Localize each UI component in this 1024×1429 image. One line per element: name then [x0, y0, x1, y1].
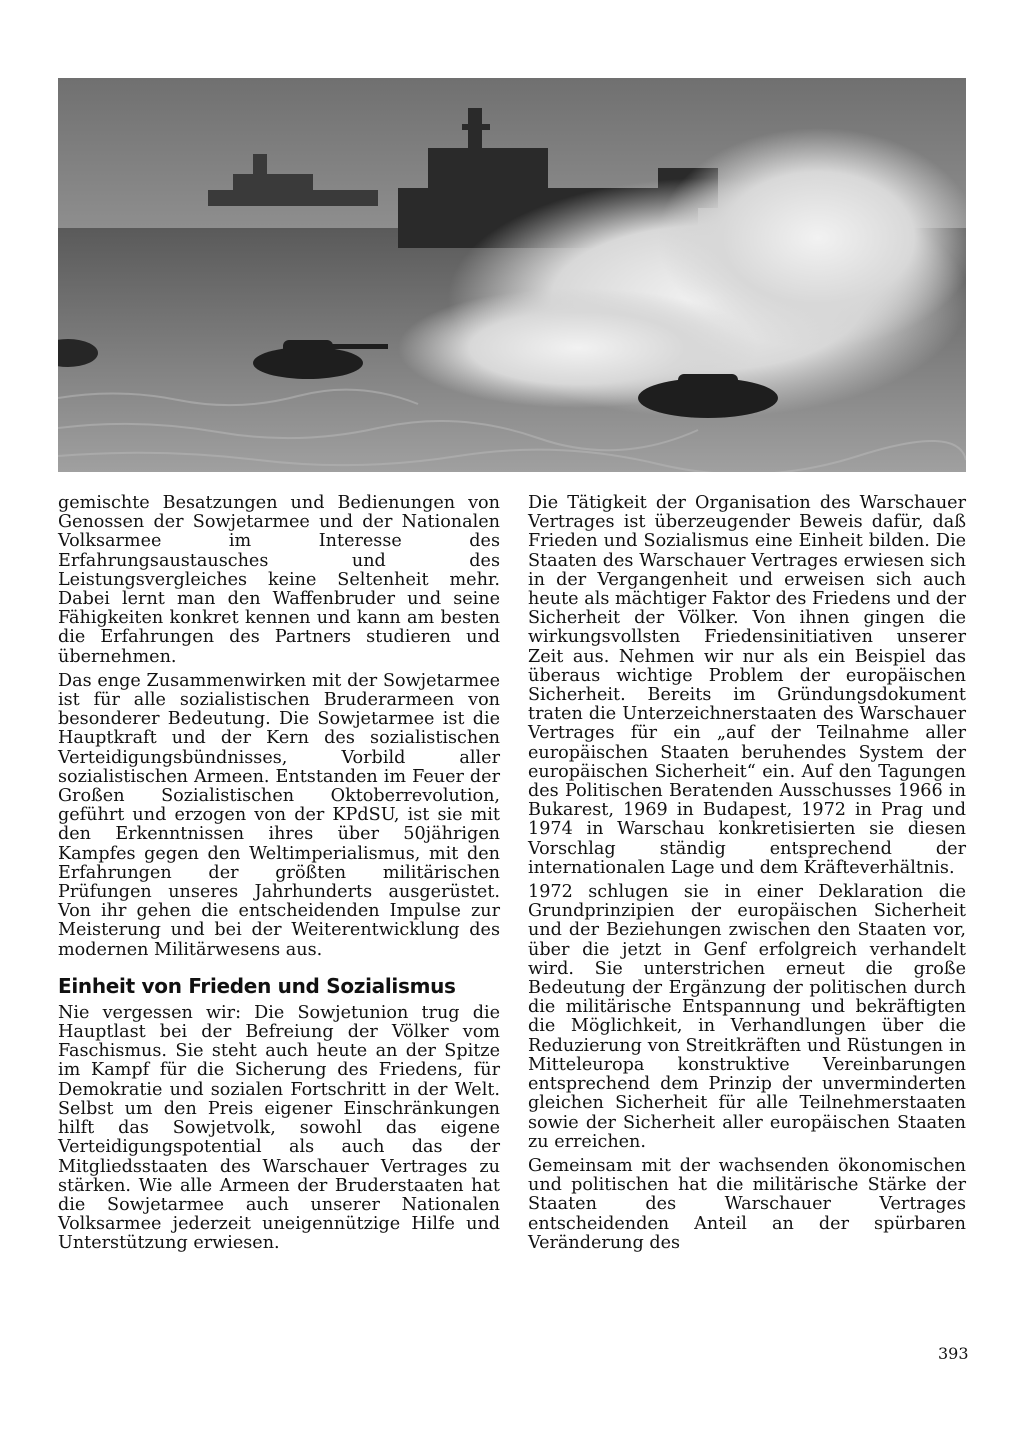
left-paragraph-2: Das enge Zusammenwirken mit der Sowjetarmee ist für alle sozialistischen Bruderarmeen von besonderer Bedeutung. Die Sowjetarmee ist die Hauptkraft und der Kern des sozialistischen Verteidigungsbündnisses, Vorbild aller sozialistischen Armeen. Entstanden im Feuer der Großen Sozialistischen Oktoberrevolution, geführt und erzogen von der KPdSU, ist sie mit den Erkenntnissen ihres über 50jährigen Kampfes gegen den Weltimperialismus, mit den Erfahrungen der größten militärischen Prüfungen unseres Jahrhunderts ausgerüstet. Von ihr gehen die entscheidenden Impulse zur Meisterung und bei der Weiterentwicklung des modernen Militärwesens aus.	[58, 670, 500, 960]
left-paragraph-3: Nie vergessen wir: Die Sowjetunion trug die Hauptlast bei der Befreiung der Völker vom Faschismus. Sie steht auch heute an der Spitze im Kampf für die Sicherung des Friedens, für Demokratie und sozialen Fortschritt in der Welt. Selbst um den Preis eigener Einschränkungen hilft das Sowjetvolk, sowohl das eigene Verteidigungspotential als auch das der Mitgliedsstaaten des Warschauer Vertrages zu stärken. Wie alle Armeen der Bruderstaaten hat die Sowjetarmee auch unserer Nationalen Volksarmee jederzeit uneigennützige Hilfe und Unterstützung erwiesen.	[58, 1002, 500, 1254]
right-paragraph-1: Die Tätigkeit der Organisation des Warschauer Vertrages ist überzeugender Beweis dafür, daß Frieden und Sozialismus eine Einheit bilden. Die Staaten des Warschauer Vertrages erwiesen sich in der Vergangenheit und erweisen sich auch heute als mächtiger Faktor des Friedens und der Sicherheit der Völker. Von ihnen gingen die wirkungsvollsten Friedensinitiativen unserer Zeit aus. Nehmen wir nur als ein Beispiel das überaus wichtige Problem der europäischen Sicherheit. Bereits im Gründungsdokument traten die Unterzeichnerstaaten des Warschauer Vertrages für ein „auf der Teilnahme aller europäischen Staaten beruhendes System der europäischen Sicherheit“ ein. Auf den Tagungen des Politischen Beratenden Ausschusses 1966 in Bukarest, 1969 in Budapest, 1972 in Prag und 1974 in Warschau konkretisierten sie diesen Vorschlag ständig entsprechend der internationalen Lage und dem Kräfteverhältnis.	[528, 493, 966, 878]
photo-ships-and-tanks	[58, 78, 966, 472]
right-paragraph-2: 1972 schlugen sie in einer Deklaration die Grundprinzipien der europäischen Sicherheit und der Beziehungen zwischen den Staaten vor, über die jetzt in Genf erfolgreich verhandelt wird. Sie unterstrichen erneut die große Bedeutung der Ergänzung der politischen durch die militärische Entspannung und bekräftigten die Möglichkeit, in Verhandlungen über die Reduzierung von Streitkräften und Rüstungen in Mitteleuropa konstruktive Vereinbarungen entsprechend dem Prinzip der unverminderten gleichen Sicherheit für alle Teilnehmerstaaten sowie der Sicherheit aller europäischen Staaten zu erreichen.	[528, 882, 966, 1152]
left-column	[58, 494, 500, 1259]
photo-illustration	[58, 78, 966, 472]
right-paragraph-3: Gemeinsam mit der wachsenden ökonomischen und politischen hat die militärische Stärke der Staaten des Warschauer Vertrages entscheidenden Anteil an der spürbaren Veränderung des	[528, 1155, 966, 1253]
page-number: 393	[938, 1344, 969, 1363]
right-column	[528, 494, 966, 1258]
section-heading: Einheit von Frieden und Sozialismus	[58, 973, 456, 998]
left-paragraph-1: gemischte Besatzungen und Bedienungen von Genossen der Sowjetarmee und der Nationalen Volksarmee im Interesse des Erfahrungsaustausches und des Leistungsvergleiches keine Seltenheit mehr. Dabei lernt man den Waffenbruder und seine Fähigkeiten konkret kennen und kann am besten die Erfahrungen des Partners studieren und übernehmen.	[58, 493, 500, 667]
